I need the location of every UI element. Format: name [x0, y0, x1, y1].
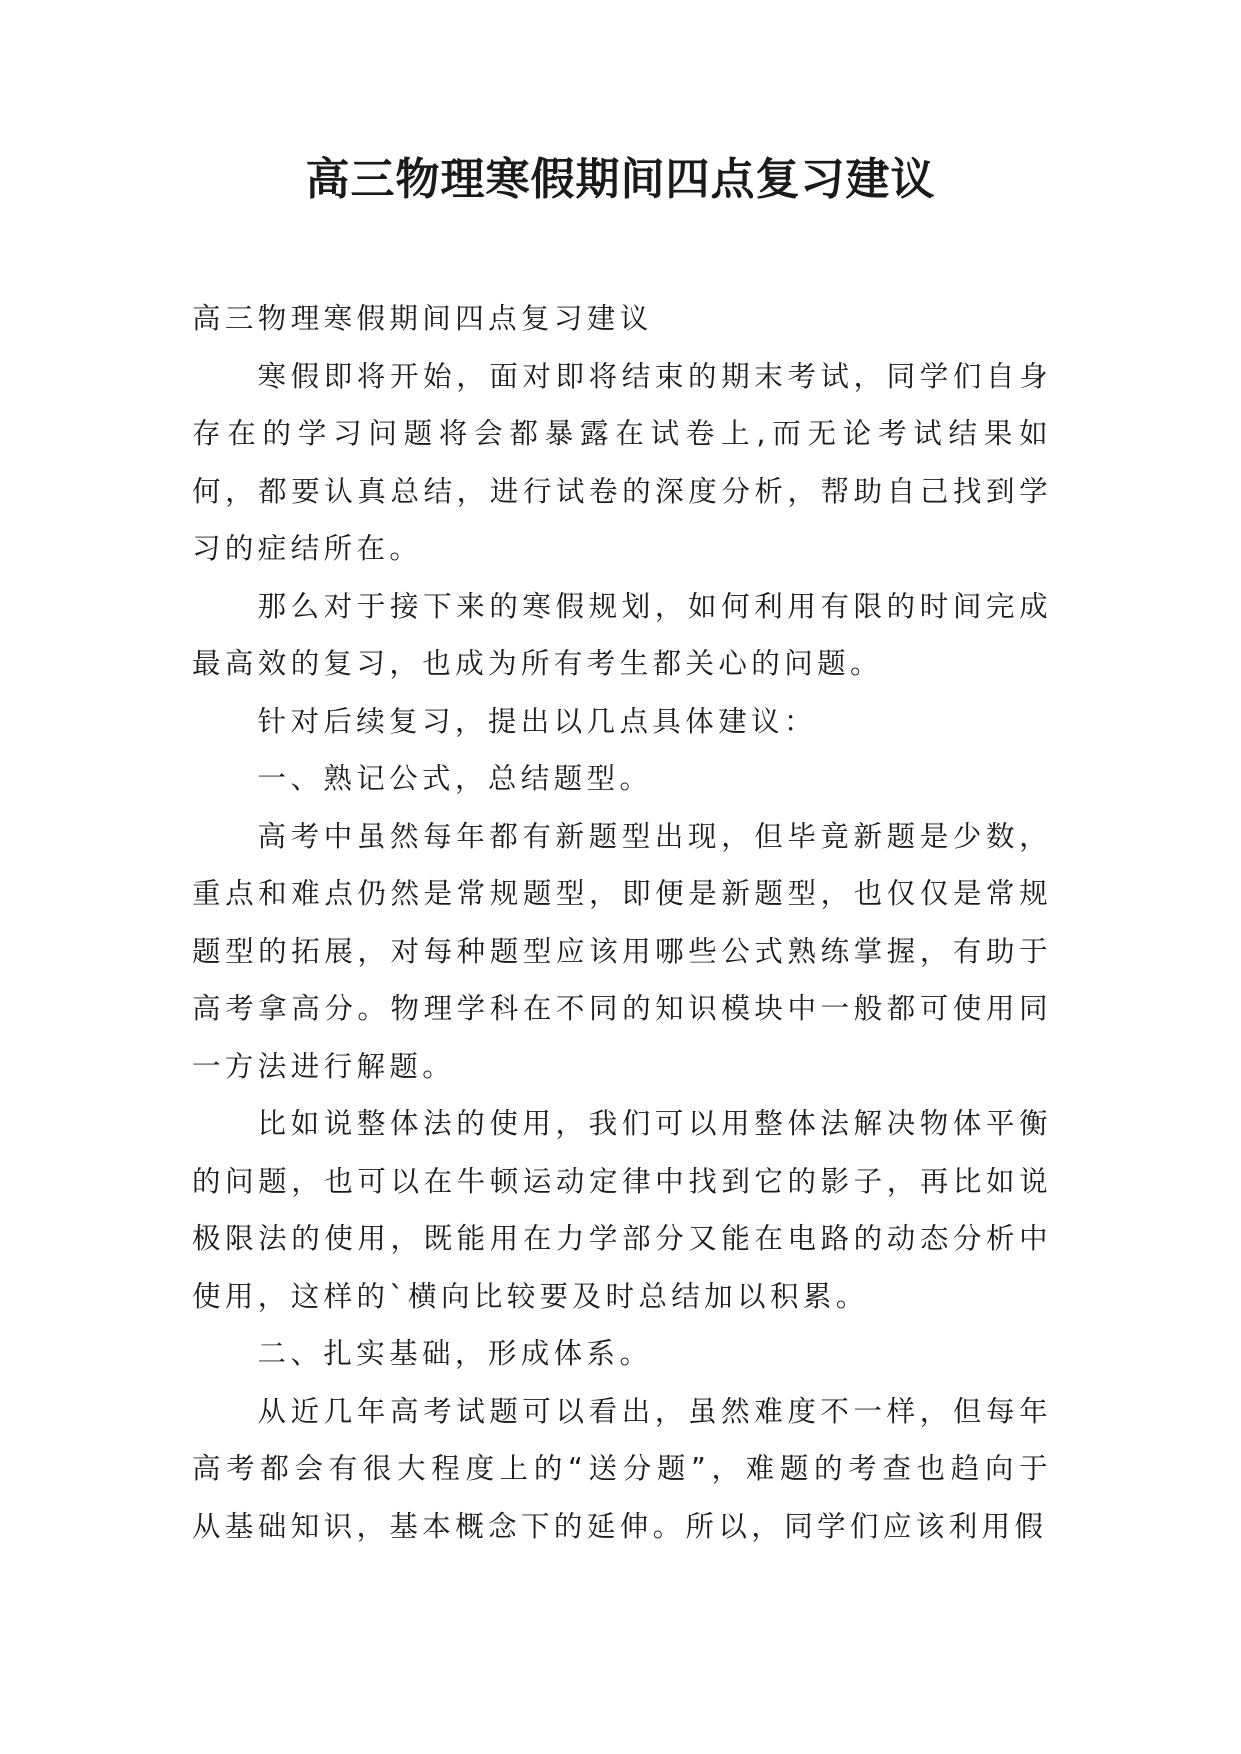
paragraph-foundation: 从近几年高考试题可以看出，虽然难度不一样，但每年高考都会有很大程度上的“送分题”，难题的考查也趋向于从基础知识，基本概念下的延伸。所以，同学们应该利用假 [192, 1394, 1052, 1543]
paragraph-formulas: 高考中虽然每年都有新题型出现，但毕竟新题是少数，重点和难点仍然是常规题型，即便是新题型，也仅仅是常规题型的拓展，对每种题型应该用哪些公式熟练掌握，有助于高考拿高分。物理学科在不同的知识模块中一般都可使用同一方法进行解题。 [192, 819, 1052, 1083]
paragraph-methods: 比如说整体法的使用，我们可以用整体法解决物体平衡的问题，也可以在牛顿运动定律中找到它的影子，再比如说极限法的使用，既能用在力学部分又能在电路的动态分析中使用，这样的`横向比较要及时总结加以积累。 [192, 1107, 1052, 1313]
paragraph-planning: 那么对于接下来的寒假规划，如何利用有限的时间完成最高效的复习，也成为所有考生都关心的问题。 [192, 589, 1052, 680]
section-heading-1: 一、熟记公式，总结题型。 [257, 762, 653, 795]
paragraph-suggestions-lead: 针对后续复习，提出以几点具体建议： [257, 704, 817, 738]
document-body [192, 290, 1052, 1555]
section-heading-2: 二、扎实基础，形成体系。 [257, 1337, 653, 1370]
paragraph-intro: 寒假即将开始，面对即将结束的期末考试，同学们自身存在的学习问题将会都暴露在试卷上,而无论考试结果如何，都要认真总结，进行试卷的深度分析，帮助自己找到学习的症结所在。 [192, 359, 1052, 565]
document-title: 高三物理寒假期间四点复习建议 [305, 154, 936, 205]
paragraph-subtitle: 高三物理寒假期间四点复习建议 [192, 302, 653, 335]
